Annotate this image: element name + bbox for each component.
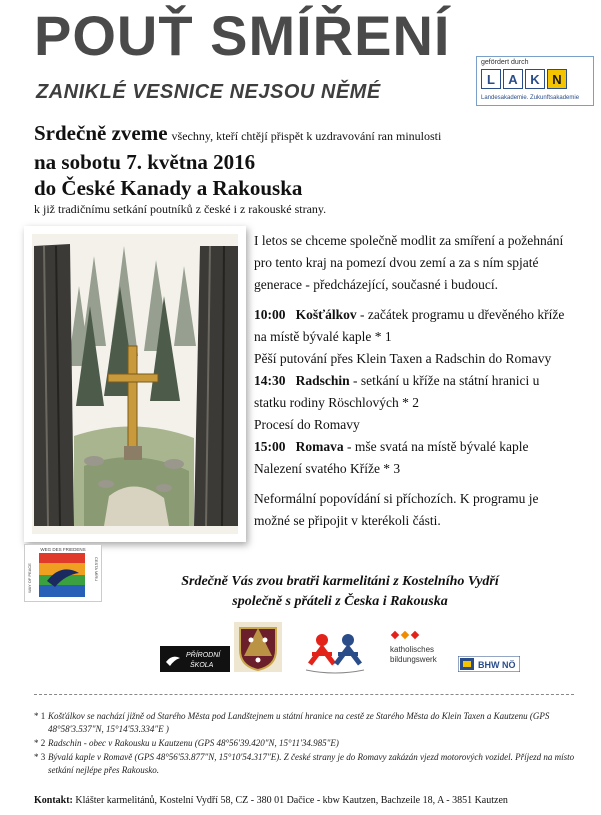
program-item bbox=[254, 348, 574, 370]
intro-paragraph: I letos se chceme společně modlit za smíření a požehnání pro tento kraj na pomezí dvou zemí a za s ním spjaté generace - předcházející, současné i budoucí. bbox=[254, 233, 564, 292]
wod-top-text: WEG DES FRIEDENS bbox=[40, 547, 86, 552]
invitation-lead: Srdečně zveme bbox=[34, 121, 168, 145]
program-text: Pěší putování přes Klein Taxen a Radschin do Romavy bbox=[254, 351, 552, 366]
page-subtitle: ZANIKLÉ VESNICE NEJSOU NĚMÉ bbox=[36, 81, 381, 103]
kbw-diamond-red bbox=[411, 631, 419, 639]
contact-line bbox=[34, 794, 594, 808]
program-item bbox=[254, 436, 574, 458]
program-place: Radschin bbox=[295, 373, 350, 388]
program-place: Košťálkov bbox=[295, 307, 357, 322]
prirodni-skola-logo bbox=[160, 646, 230, 672]
footnote bbox=[34, 710, 582, 736]
lak-letter: K bbox=[525, 69, 545, 89]
invitation-subline: k již tradičnímu setkání poutníků z české i z rakouské strany. bbox=[34, 202, 327, 216]
bhw-label: BHW NÖ bbox=[478, 660, 516, 670]
footnote-mark: * 1 bbox=[34, 711, 46, 721]
footnote bbox=[34, 737, 582, 750]
program-text: - mše svatá na místě bývalé kaple bbox=[343, 439, 529, 454]
program-text: Nalezení svatého Kříže * 3 bbox=[254, 461, 401, 476]
invitation-block bbox=[34, 120, 594, 217]
footnote bbox=[34, 751, 582, 777]
forest-cross-illustration bbox=[24, 226, 246, 542]
bhw-graphic bbox=[458, 656, 520, 672]
footnote-mark: * 2 bbox=[34, 738, 46, 748]
bhw-no-logo bbox=[458, 656, 520, 672]
lak-logo-top-text: gefördert durch bbox=[481, 59, 529, 66]
signature-line: Srdečně Vás zvou bratři karmelitáni z Kostelního Vydří bbox=[181, 574, 499, 589]
carmelite-coat-of-arms bbox=[234, 622, 282, 672]
footnote-mark: * 3 bbox=[34, 752, 46, 762]
kbw-line2: bildungswerk bbox=[390, 655, 437, 664]
signature-block bbox=[120, 572, 560, 612]
lak-letter: A bbox=[503, 69, 523, 89]
closing-paragraph: Neformální popovídání si příchozích. K programu je možné se připojit v kterékoli části. bbox=[254, 491, 539, 528]
footnote-text: Košťálkov se nachází jižně od Starého Města pod Landštejnem u státní hranice na cestě ze Starého Města do Klein Taxen a Kautzenu (GPS 48°58'3.537"N, 15°14'53.334"E ) bbox=[48, 711, 550, 734]
lak-letter: L bbox=[481, 69, 501, 89]
footnote-text: Radschin - obec v Rakousku u Kautzenu (GPS 48°56'39.420"N, 15°11'34.985"E) bbox=[48, 738, 339, 748]
katholisches-bildungswerk-logo bbox=[388, 630, 454, 666]
way-of-peace-logo bbox=[24, 544, 102, 602]
forest-cross-drawing bbox=[24, 226, 246, 542]
program-text: Procesí do Romavy bbox=[254, 417, 360, 432]
program-time: 15:00 bbox=[254, 439, 286, 454]
cz-at-graphic bbox=[300, 624, 370, 676]
program-item bbox=[254, 370, 574, 414]
footnote-divider bbox=[34, 694, 574, 695]
program-item bbox=[254, 414, 574, 436]
lak-logo-bottom-text: Landesakademie. Zukunftsakademie bbox=[481, 95, 580, 101]
wod-left-text: WAY OF PEACE bbox=[27, 563, 32, 593]
prirodni-skola-graphic bbox=[160, 646, 230, 672]
program-time: 14:30 bbox=[254, 373, 286, 388]
program-text: - setkání u kříže na státní hranici u statku rodiny Röschlových * 2 bbox=[254, 373, 540, 410]
way-of-peace-graphic bbox=[25, 545, 101, 601]
coat-of-arms-graphic bbox=[234, 622, 282, 672]
contact-text: Klášter karmelitánů, Kostelní Vydří 58, CZ - 380 01 Dačice - kbw Kautzen, Bachzeile 18, A - 3851 Kautzen bbox=[75, 795, 508, 806]
footnote-text: Bývalá kaple v Romavě (GPS 48°56'53.877"N, 15°10'54.317"E). Z české strany je do Romavy zakázán vjezd motorových vozidel. Příjezd na místo setkání nejlépe přes Rakousko. bbox=[48, 752, 575, 775]
program-item bbox=[254, 304, 574, 348]
wod-right-text: CESTA MÍRU bbox=[94, 557, 99, 582]
invitation-lead-rest: všechny, kteří chtějí přispět k uzdravování ran minulosti bbox=[171, 129, 442, 143]
program-place: Romava bbox=[295, 439, 344, 454]
kbw-graphic bbox=[388, 630, 454, 666]
lak-letter: N bbox=[547, 69, 567, 89]
invitation-place: do České Kanady a Rakouska bbox=[34, 176, 303, 200]
kbw-diamond-red bbox=[391, 631, 399, 639]
program-time: 10:00 bbox=[254, 307, 286, 322]
prirodni-skola-line2: ŠKOLA bbox=[190, 662, 214, 669]
footnotes bbox=[34, 710, 582, 778]
prirodni-skola-line1: PŘÍRODNÍ bbox=[186, 652, 221, 659]
program-text: - začátek programu u dřevěného kříže na místě bývalé kaple * 1 bbox=[254, 307, 565, 344]
program-description bbox=[254, 230, 574, 540]
program-item bbox=[254, 458, 574, 480]
cz-at-partnership-logo bbox=[300, 624, 370, 676]
kbw-diamond-orange bbox=[401, 631, 409, 639]
contact-label: Kontakt: bbox=[34, 795, 73, 806]
invitation-date: na sobotu 7. května 2016 bbox=[34, 150, 256, 174]
lak-logo-letters bbox=[481, 69, 567, 89]
signature-line: společně s přáteli z Česka i Rakouska bbox=[232, 594, 448, 609]
kbw-line1: katholisches bbox=[390, 645, 435, 654]
lak-logo bbox=[476, 56, 594, 106]
page-title: POUŤ SMÍŘENÍ bbox=[34, 4, 451, 67]
